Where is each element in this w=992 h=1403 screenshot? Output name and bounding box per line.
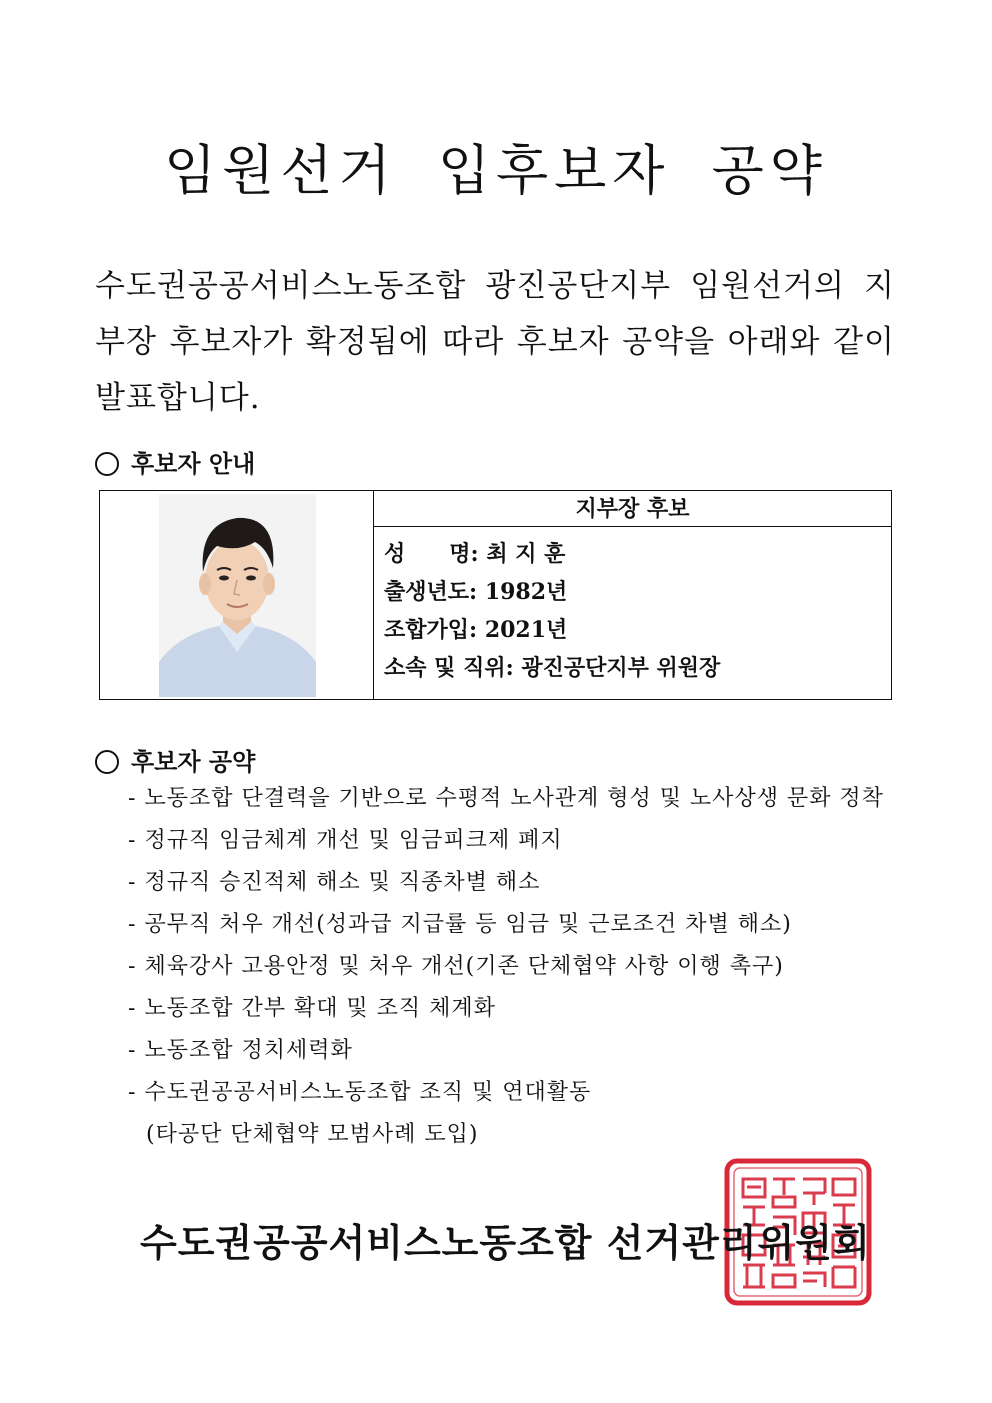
pledge-item: - 체육강사 고용안정 및 처우 개선(기존 단체협약 사항 이행 촉구): [128, 953, 884, 995]
pledge-list: [128, 785, 884, 1163]
footer-organization: 수도권공공서비스노동조합 선거관리위원회: [140, 1220, 871, 1265]
circle-bullet-icon: [95, 452, 119, 476]
join-year-value: 2021년: [484, 617, 568, 643]
name-label: 성 명:: [384, 541, 479, 567]
candidate-heading-text: 후보자 안내: [131, 449, 256, 478]
position-header: 지부장 후보: [374, 491, 891, 527]
intro-paragraph: 수도권공공서비스노동조합 광진공단지부 임원선거의 지부장 후보자가 확정됨에 따라 후보자 공약을 아래와 같이 발표합니다.: [95, 268, 895, 416]
pledge-item-continuation: (타공단 단체협약 모범사례 도입): [146, 1122, 479, 1147]
photo-cell: [100, 491, 374, 699]
pledge-item: - 수도권공공서비스노동조합 조직 및 연대활동: [128, 1079, 884, 1121]
info-row-affiliation: [384, 655, 720, 693]
candidate-section-heading: [95, 444, 255, 479]
join-year-label: 조합가입:: [384, 617, 478, 643]
info-row-join-year: [384, 617, 720, 655]
pledge-item: - 노동조합 간부 확대 및 조직 체계화: [128, 995, 884, 1037]
pledge-item: - 공무직 처우 개선(성과급 지급률 등 임금 및 근로조건 차별 해소): [128, 911, 884, 953]
pledge-item: - 정규직 임금체계 개선 및 임금피크제 폐지: [128, 827, 884, 869]
affiliation-value: 광진공단지부 위원장: [521, 655, 721, 681]
candidate-table: [99, 490, 892, 700]
pledge-heading-text: 후보자 공약: [131, 747, 256, 776]
candidate-portrait-icon: [159, 494, 316, 697]
pledge-item: - 노동조합 정치세력화: [128, 1037, 884, 1079]
pledge-item: - 정규직 승진적체 해소 및 직종차별 해소: [128, 869, 884, 911]
affiliation-label: 소속 및 직위:: [384, 655, 514, 681]
info-row-name: [384, 541, 720, 579]
name-value: 최 지 훈: [486, 541, 566, 567]
circle-bullet-icon: [95, 750, 119, 774]
candidate-photo: [159, 494, 316, 697]
page-title: 임원선거 입후보자 공약: [164, 139, 828, 202]
info-row-birth-year: [384, 579, 720, 617]
pledge-section-heading: [95, 742, 255, 777]
pledge-item: - 노동조합 단결력을 기반으로 수평적 노사관계 형성 및 노사상생 문화 정착: [128, 785, 884, 827]
candidate-info: [384, 541, 720, 693]
birth-year-value: 1982년: [484, 579, 568, 605]
birth-year-label: 출생년도:: [384, 579, 478, 605]
